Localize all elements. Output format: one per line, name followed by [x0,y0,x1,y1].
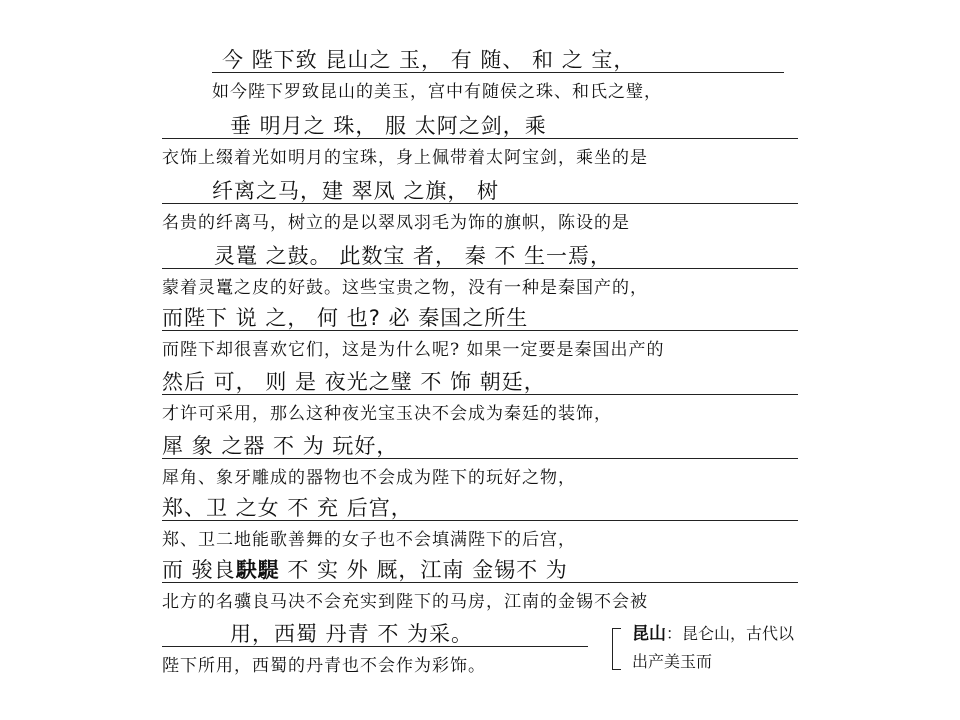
translation-line: 犀角、象牙雕成的器物也不会成为陛下的玩好之物， [162,468,576,488]
note-text: ：昆仑山，古代以出产美玉而 [632,624,795,671]
original-line [162,554,568,584]
translation-line: 衣饰上缀着光如明月的宝珠，身上佩带着太阿宝剑，乘坐的是 [162,148,648,168]
translation-line: 名贵的纤离马，树立的是以翠凤羽毛为饰的旗帜，陈设的是 [162,213,630,233]
original-line: 灵鼍 之鼓。 此数宝 者， 秦 不 生一焉， [214,244,613,268]
original-segment: 不 实 外 厩，江南 金锡不 为 [279,558,568,582]
underline-rule [212,72,784,73]
translation-line: 如今陛下罗致昆山的美玉，宫中有随侯之珠、和氏之璧， [212,82,662,102]
original-line: 而陛下 说 之， 何 也? 必 秦国之所生 [162,306,529,330]
underline-rule [162,268,798,269]
translation-line: 才许可采用，那么这种夜光宝玉决不会成为秦廷的装饰， [162,404,612,424]
underline-rule [162,520,798,521]
original-line: 今 陛下致 昆山之 玉， 有 随、 和 之 宝， [222,48,636,72]
underline-rule [162,646,588,647]
underline-rule [162,458,798,459]
translation-line: 蒙着灵鼍之皮的好鼓。这些宝贵之物，没有一种是秦国产的， [162,278,648,298]
original-line: 然后 可， 则 是 夜光之璧 不 饰 朝廷， [162,370,546,394]
translation-line: 郑、卫二地能歌善舞的女子也不会填满陛下的后宫， [162,530,576,550]
original-segment: 而 骏良 [162,558,236,582]
underline-rule [162,330,798,331]
original-line: 用，西蜀 丹青 不 为采。 [230,622,474,646]
underline-rule [162,582,798,583]
original-line: 垂 明月之 珠， 服 太阿之剑，乘 [230,114,547,138]
original-line: 纤离之马，建 翠凤 之旗， 树 [212,179,500,203]
note-term: 昆山 [632,624,666,644]
underline-rule [162,203,798,204]
original-line: 犀 象 之器 不 为 玩好， [162,434,399,458]
translation-line: 北方的名骥良马决不会充实到陛下的马房，江南的金锡不会被 [162,592,648,612]
translation-line: 而陛下却很喜欢它们，这是为什么呢? 如果一定要是秦国出产的 [162,340,665,360]
underline-rule [162,394,798,395]
highlighted-term: 駃騠 [235,558,280,582]
original-line: 郑、卫 之女 不 充 后宫， [162,496,413,520]
translation-line: 陛下所用，西蜀的丹青也不会作为彩饰。 [162,656,486,676]
note-bracket [612,628,621,670]
underline-rule [162,138,798,139]
